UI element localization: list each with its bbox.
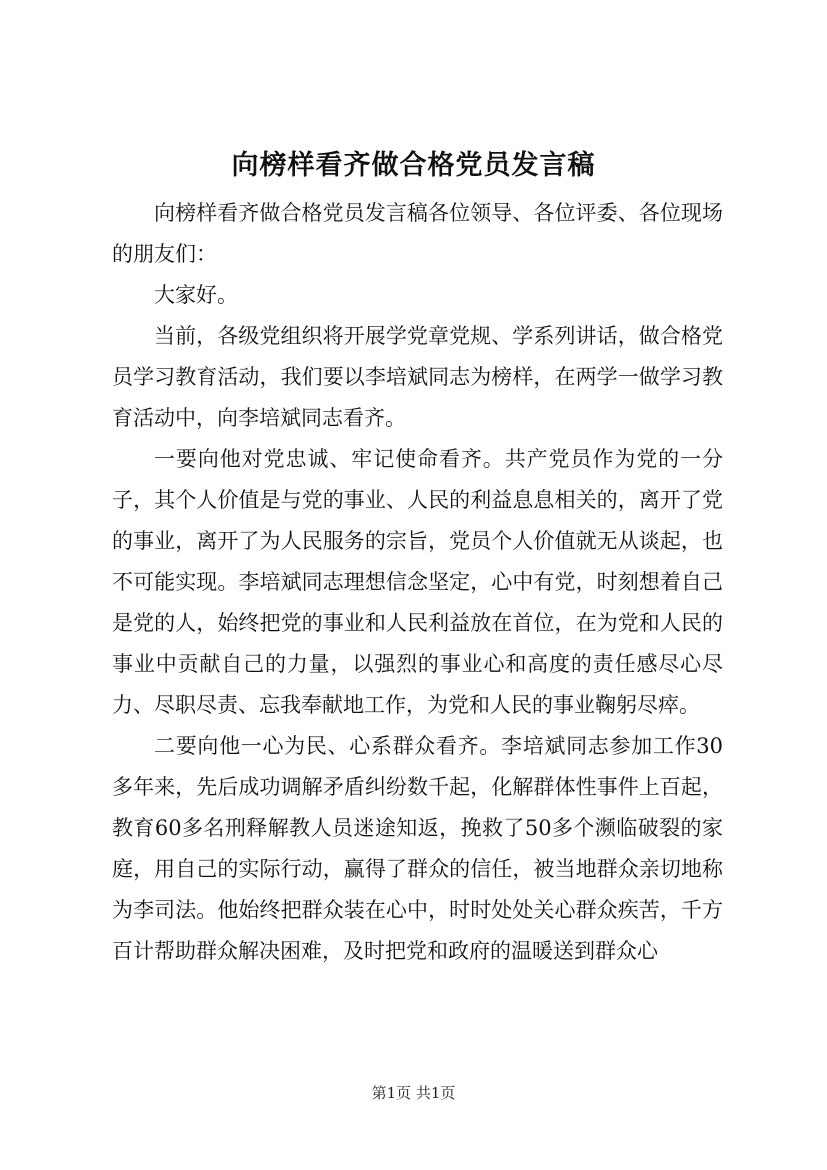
page-footer: 第1页 共1页 — [371, 1084, 456, 1102]
paragraph-salutation: 向榜样看齐做合格党员发言稿各位领导、各位评委、各位现场的朋友们： — [112, 201, 723, 266]
document-body — [112, 193, 723, 972]
paragraph-point-two: 二要向他一心为民、心系群众看齐。李培斌同志参加工作30多年来，先后成功调解矛盾纠纷数千起，化解群体性事件上百起，教育60多名刑释解教人员迷途知返，挽救了50多个濒临破裂的家庭，用自己的实际行动，赢得了群众的信任，被当地群众亲切地称为李司法。他始终把群众装在心中，时时处处关心群众疾苦，千方百计帮助群众解决困难，及时把党和政府的温暖送到群众心 — [112, 734, 723, 963]
paragraph-intro: 当前，各级党组织将开展学党章党规、学系列讲话，做合格党员学习教育活动，我们要以李培斌同志为榜样，在两学一做学习教育活动中，向李培斌同志看齐。 — [112, 324, 723, 430]
paragraph-greeting: 大家好。 — [154, 283, 238, 307]
paragraph-point-one: 一要向他对党忠诚、牢记使命看齐。共产党员作为党的一分子，其个人价值是与党的事业、人民的利益息息相关的，离开了党的事业，离开了为人民服务的宗旨，党员个人价值就无从谈起，也不可能实现。李培斌同志理想信念坚定，心中有党，时刻想着自己是党的人，始终把党的事业和人民利益放在首位，在为党和人民的事业中贡献自己的力量，以强烈的事业心和高度的责任感尽心尽力、尽职尽责、忘我奉献地工作，为党和人民的事业鞠躬尽瘁。 — [112, 447, 723, 717]
document-title: 向榜样看齐做合格党员发言稿 — [231, 150, 596, 181]
